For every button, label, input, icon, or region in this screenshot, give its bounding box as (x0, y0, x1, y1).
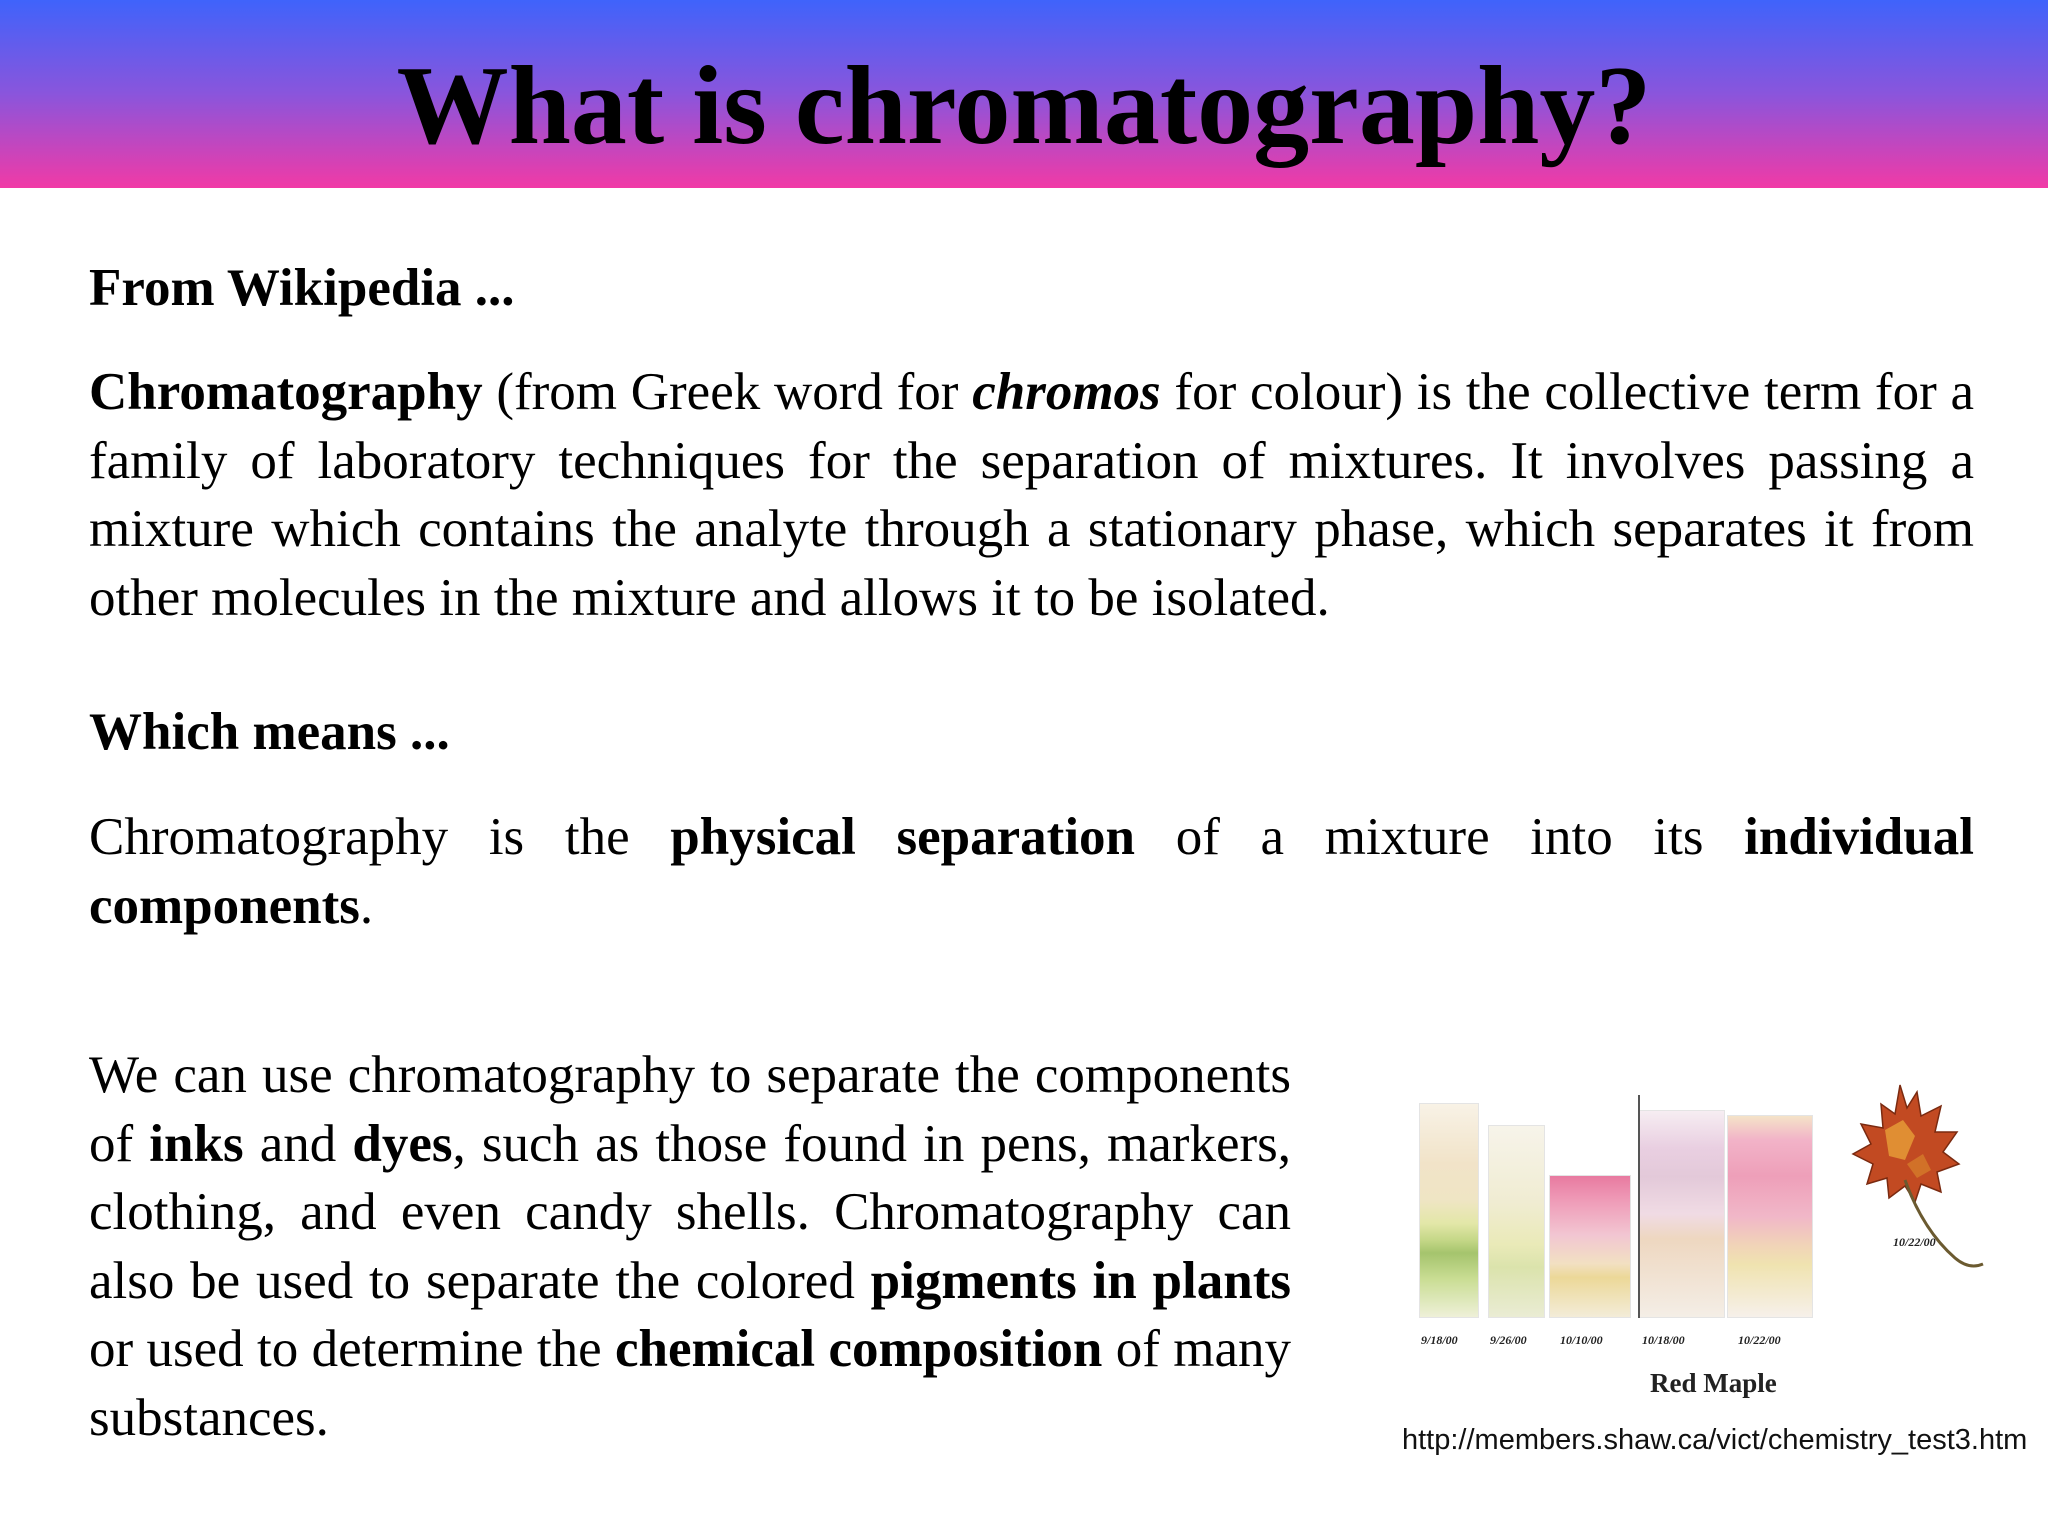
chromatogram-strip-3 (1549, 1175, 1631, 1318)
section-heading-which-means: Which means ... (89, 703, 450, 761)
section-heading-wikipedia: From Wikipedia ... (89, 259, 515, 317)
maple-leaf-image (1845, 1080, 1995, 1285)
leaf-date-label: 10/22/00 (1893, 1235, 1936, 1249)
page-title: What is chromatography? (396, 44, 1652, 168)
strip-date-label: 10/18/00 (1642, 1333, 1685, 1347)
simple-definition: Chromatography is the physical separation of a mixture into its individual components. (89, 808, 1974, 935)
chromatogram-strip-1 (1419, 1103, 1479, 1318)
strip-date-label: 10/10/00 (1560, 1333, 1603, 1347)
chromatogram-strip-5 (1727, 1115, 1813, 1318)
greek-word: chromos (972, 363, 1161, 421)
strip-date-label: 9/26/00 (1490, 1333, 1527, 1347)
chromatogram-strip-4 (1639, 1110, 1725, 1318)
chromatogram-strip-2 (1488, 1125, 1545, 1318)
strip-4-edge-line (1638, 1095, 1640, 1318)
source-url: http://members.shaw.ca/vict/chemistry_test3.htm (1402, 1424, 2028, 1456)
figure-caption: Red Maple (1650, 1368, 1777, 1398)
uses-paragraph: We can use chromatography to separate the components of inks and dyes, such as those found in pens, markers, clothing, and even candy shells. Chromatography can also be used to separate the colored pigments in plants or used to determine the chemical composition of many substances. (89, 1046, 1292, 1447)
strip-date-label: 10/22/00 (1738, 1333, 1781, 1347)
strip-date-label: 9/18/00 (1421, 1333, 1458, 1347)
term-chromatography: Chromatography (89, 363, 483, 421)
wikipedia-definition: Chromatography (from Greek word for chromos for colour) is the collective term for a family of laboratory techniques for the separation of mixtures. It involves passing a mixture which contains the analyte through a stationary phase, which separates it from other molecules in the mixture and allows it to be isolated. (89, 363, 1975, 627)
chromatography-figure (1405, 1035, 2015, 1405)
